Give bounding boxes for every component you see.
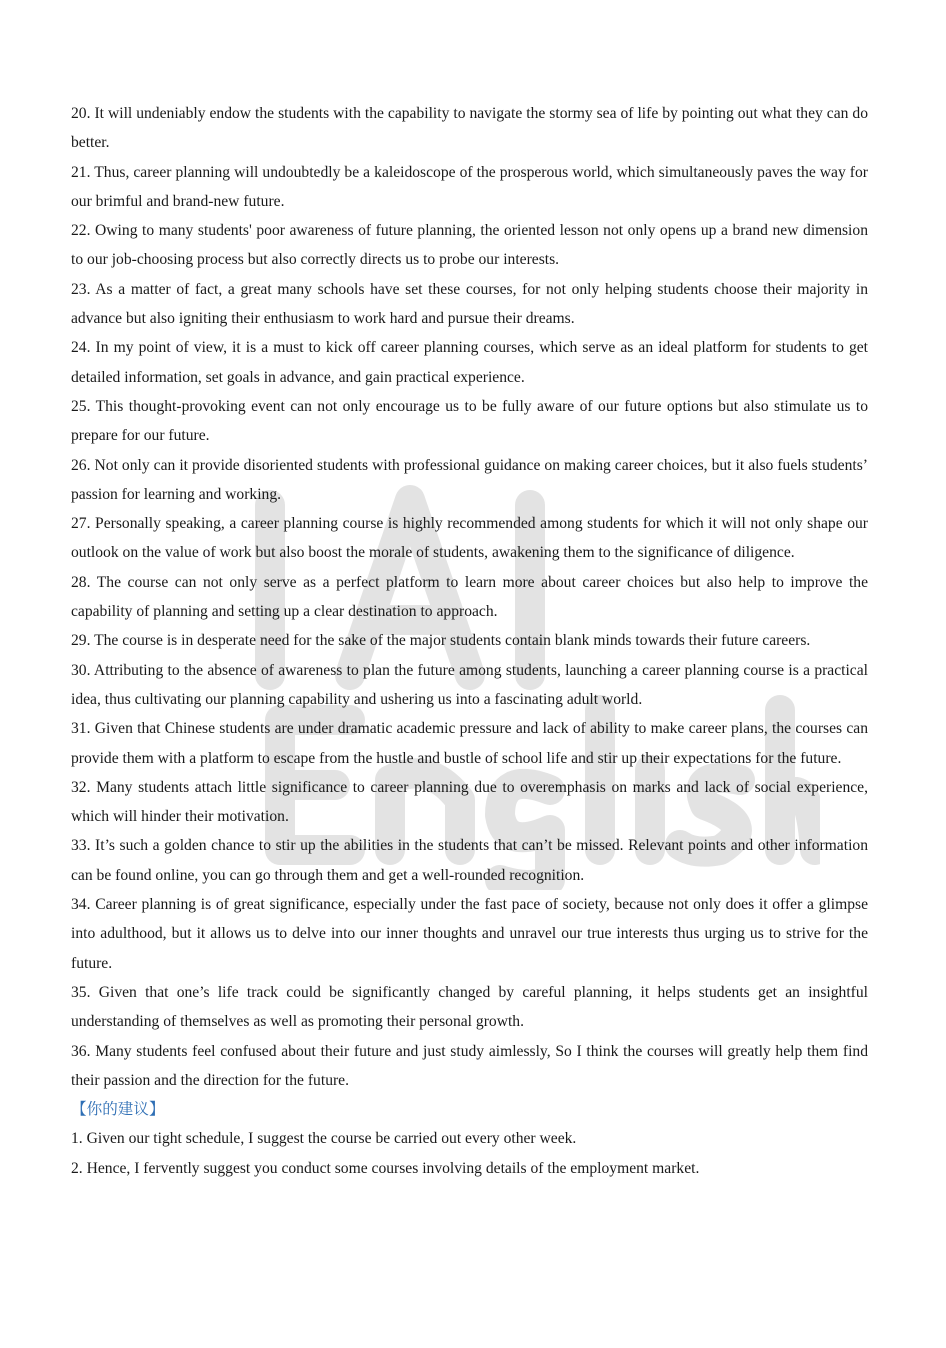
list-item: 32. Many students attach little significance to career planning due to overemphasis on marks and lack of social experience, which will hinder their motivation.	[71, 778, 868, 826]
suggestion-item: 1. Given our tight schedule, I suggest the course be carried out every other week.	[71, 1130, 577, 1148]
list-item: 28. The course can not only serve as a perfect platform to learn more about career choices but also help to improve the capability of planning and setting up a clear destination to approach.	[71, 573, 868, 621]
list-item: 35. Given that one’s life track could be significantly changed by careful planning, it helps students get an insightful understanding of themselves as well as promoting their personal growth.	[71, 983, 868, 1031]
document-body	[71, 99, 868, 1183]
suggestion-item: 2. Hence, I fervently suggest you conduct some courses involving details of the employment market.	[71, 1159, 700, 1177]
list-item: 31. Given that Chinese students are under dramatic academic pressure and lack of ability to make career plans, the courses can provide them with a platform to escape from the hustle and bustle of school life and stir up their expectations for the future.	[71, 720, 868, 767]
list-item: 36. Many students feel confused about their future and just study aimlessly, So I think the courses will greatly help them find their passion and the direction for the future.	[71, 1042, 868, 1089]
list-item: 21. Thus, career planning will undoubtedly be a kaleidoscope of the prosperous world, which simultaneously paves the way for our brimful and brand-new future.	[71, 163, 868, 210]
list-item: 34. Career planning is of great significance, especially under the fast pace of society, because not only does it offer a glimpse into adulthood, but it allows us to delve into our inner thoughts and unravel our true interests thus urging us to strive for the future.	[71, 896, 868, 972]
list-item: 29. The course is in desperate need for the sake of the major students contain blank minds towards their future careers.	[71, 632, 811, 650]
list-item: 27. Personally speaking, a career planning course is highly recommended among students for which it will not only shape our outlook on the value of work but also boost the morale of students, awakening them to the significance of diligence.	[71, 515, 868, 562]
list-item: 22. Owing to many students' poor awareness of future planning, the oriented lesson not only opens up a brand new dimension to our job-choosing process but also correctly directs us to probe our interests.	[71, 222, 868, 269]
list-item: 30. Attributing to the absence of awareness to plan the future among students, launching a career planning course is a practical idea, thus cultivating our planning capability and ushering us into a fascinating adult world.	[71, 661, 868, 708]
list-item: 23. As a matter of fact, a great many schools have set these courses, for not only helping students choose their majority in advance but also igniting their enthusiasm to work hard and pursue their dreams.	[71, 280, 868, 328]
list-item: 20. It will undeniably endow the students with the capability to navigate the stormy sea of life by pointing out what they can do better.	[71, 105, 868, 152]
list-item: 25. This thought-provoking event can not only encourage us to be fully aware of our future options but also stimulate us to prepare for our future.	[71, 397, 868, 445]
list-item: 33. It’s such a golden chance to stir up the abilities in the students that can’t be missed. Relevant points and other information can be found online, you can go through them and get a well-rounded recognition.	[71, 837, 868, 884]
list-item: 26. Not only can it provide disoriented students with professional guidance on making career choices, but it also fuels students’ passion for learning and working.	[71, 456, 868, 503]
list-item: 24. In my point of view, it is a must to kick off career planning courses, which serve as an ideal platform for students to get detailed information, set goals in advance, and gain practical experience.	[71, 339, 868, 386]
suggestions-heading: 【你的建议】	[71, 1100, 165, 1119]
